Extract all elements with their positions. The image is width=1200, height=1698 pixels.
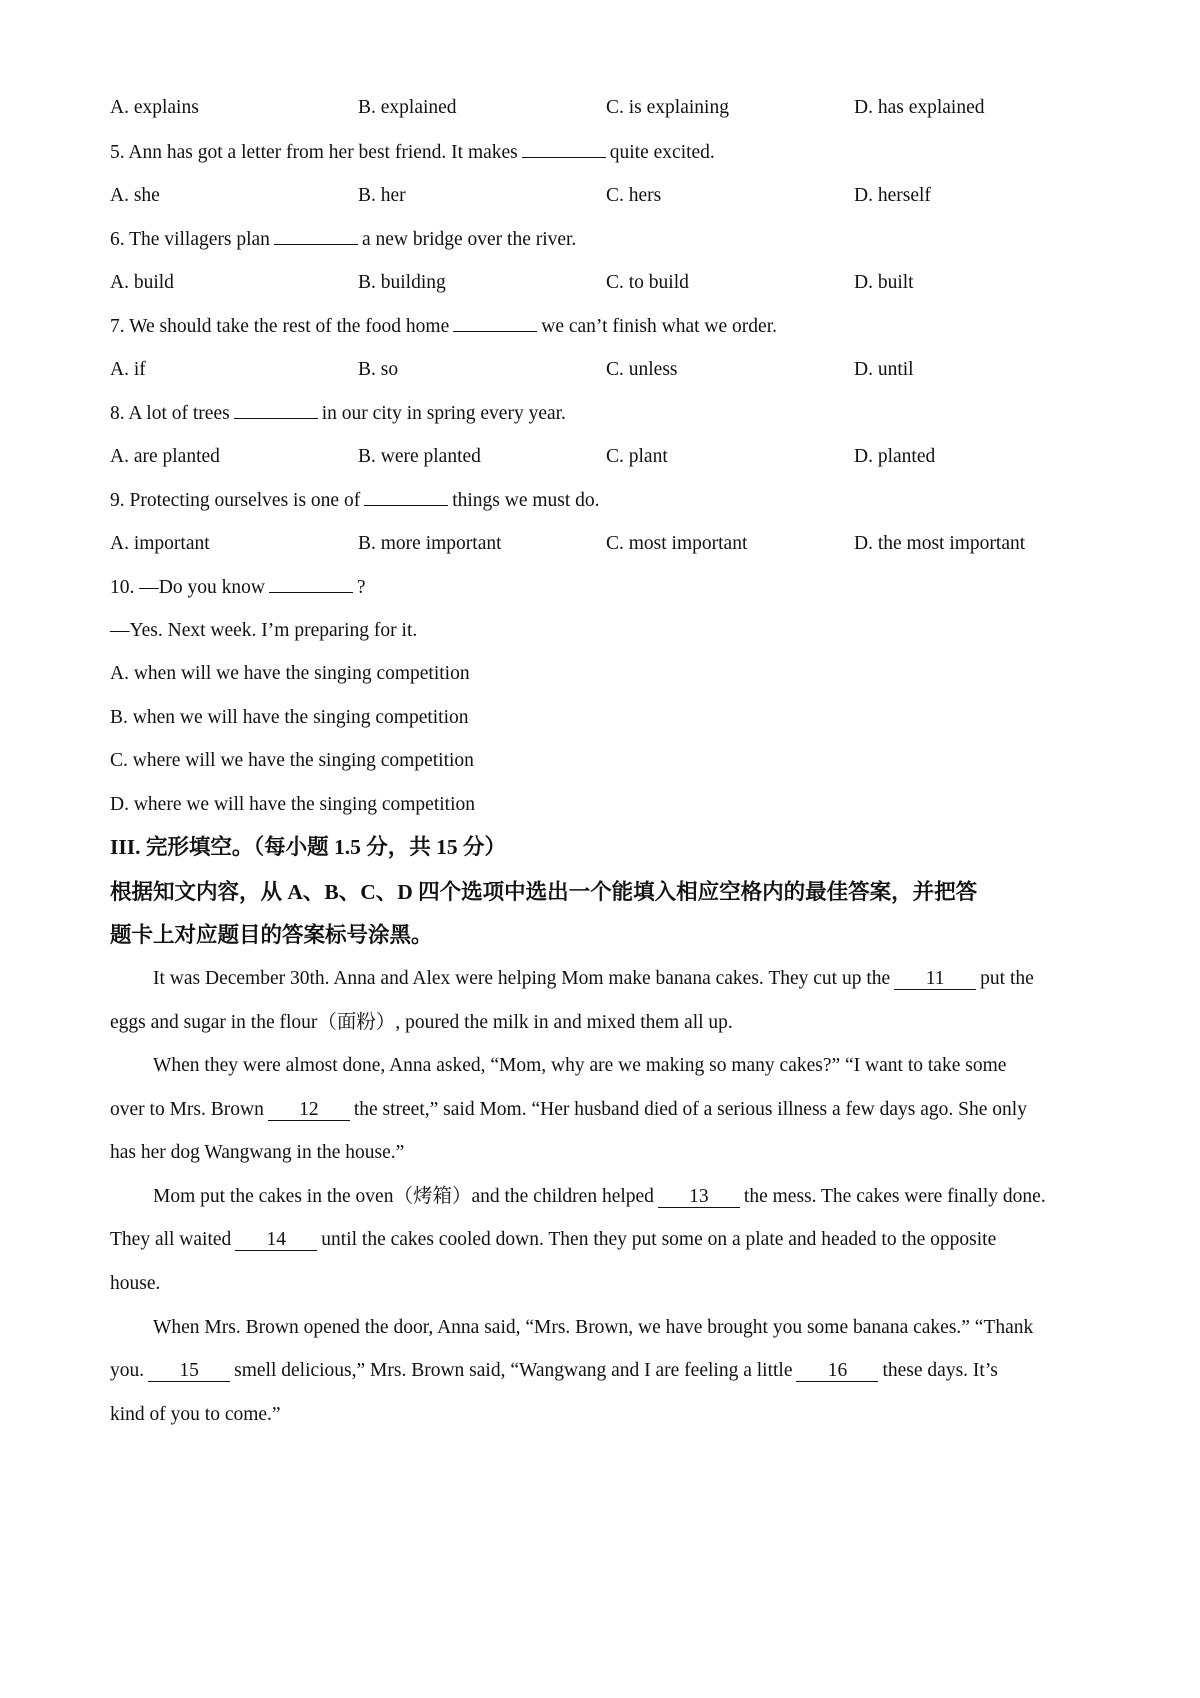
- q6-option-d: D. built: [854, 272, 914, 293]
- q8-text-post: in our city in spring every year.: [321, 403, 566, 424]
- passage-text: They all waited: [110, 1229, 232, 1250]
- q7-blank: [453, 314, 537, 332]
- passage-text: put the: [980, 968, 1034, 989]
- passage-text: over to Mrs. Brown: [110, 1099, 264, 1120]
- q9-options: [110, 532, 1100, 556]
- q4-option-c: C. is explaining: [606, 97, 729, 118]
- blank-11: 11: [894, 969, 976, 990]
- q4-option-d: D. has explained: [854, 97, 985, 118]
- q8-options: [110, 445, 1100, 469]
- q10-reply: —Yes. Next week. I’m preparing for it.: [110, 620, 418, 641]
- section-3-instruction-line-2: 题卡上对应题目的答案标号涂黑。: [110, 923, 433, 947]
- q9-blank: [364, 488, 448, 506]
- passage-p2-line-1: When they were almost done, Anna asked, “Mom, why are we making so many cakes?” “I want to take some: [153, 1055, 1007, 1076]
- passage-text: Mom put the cakes in the oven（烤箱）and the children helped: [153, 1186, 654, 1207]
- q8-text-pre: 8. A lot of trees: [110, 403, 230, 424]
- q5-option-b: B. her: [358, 185, 406, 206]
- section-3-instruction-line-1: 根据知文内容，从 A、B、C、D 四个选项中选出一个能填入相应空格内的最佳答案，并把答: [110, 880, 978, 904]
- passage-p4-line-3: kind of you to come.”: [110, 1404, 281, 1425]
- q9-text-post: things we must do.: [452, 490, 600, 511]
- q4-options: [110, 96, 1100, 120]
- q8-option-a: A. are planted: [110, 446, 220, 467]
- q6-options: [110, 271, 1100, 295]
- q10-text-pre: 10. —Do you know: [110, 577, 265, 598]
- q9-option-d: D. the most important: [854, 533, 1026, 554]
- q8-option-c: C. plant: [606, 446, 668, 467]
- passage-p2-line-2: [110, 1098, 1100, 1122]
- q8-option-d: D. planted: [854, 446, 936, 467]
- q10-option-a: A. when will we have the singing competition: [110, 663, 470, 684]
- q10-blank: [269, 575, 353, 593]
- passage-p3-line-1: [110, 1185, 1100, 1209]
- q9-text-pre: 9. Protecting ourselves is one of: [110, 490, 361, 511]
- q7-text-post: we can’t finish what we order.: [541, 316, 777, 337]
- q5-option-a: A. she: [110, 185, 160, 206]
- passage-text: until the cakes cooled down. Then they put some on a plate and headed to the opposite: [321, 1229, 997, 1250]
- passage-text: the street,” said Mom. “Her husband died of a serious illness a few days ago. She only: [353, 1099, 1027, 1120]
- section-3-title: III. 完形填空。（每小题 1.5 分，共 15 分）: [110, 835, 506, 859]
- q7-option-a: A. if: [110, 359, 146, 380]
- q6-option-b: B. building: [358, 272, 446, 293]
- q10-text-post: ?: [356, 577, 366, 598]
- q6-text-post: a new bridge over the river.: [361, 229, 577, 250]
- q5-option-c: C. hers: [606, 185, 662, 206]
- passage-text: these days. It’s: [882, 1360, 998, 1381]
- q6-text-pre: 6. The villagers plan: [110, 229, 270, 250]
- passage-p4-line-1: When Mrs. Brown opened the door, Anna said, “Mrs. Brown, we have brought you some banana cakes.” “Thank: [153, 1317, 1034, 1338]
- passage-text: smell delicious,” Mrs. Brown said, “Wangwang and I are feeling a little: [234, 1360, 793, 1381]
- blank-15: 15: [148, 1361, 230, 1382]
- q6-option-c: C. to build: [606, 272, 689, 293]
- blank-14: 14: [235, 1230, 317, 1251]
- passage-p1-line-2: eggs and sugar in the flour（面粉）, poured the milk in and mixed them all up.: [110, 1012, 733, 1033]
- q7-text-pre: 7. We should take the rest of the food home: [110, 316, 450, 337]
- blank-13: 13: [658, 1187, 740, 1208]
- q7-stem: [110, 314, 1100, 339]
- q8-blank: [234, 401, 318, 419]
- passage-p1-line-1: [110, 967, 1100, 991]
- q9-option-c: C. most important: [606, 533, 748, 554]
- q6-blank: [274, 227, 358, 245]
- passage-p3-line-3: house.: [110, 1273, 161, 1294]
- passage-p4-line-2: [110, 1359, 1100, 1383]
- q10-stem: [110, 575, 1100, 600]
- q9-stem: [110, 488, 1100, 513]
- q4-option-b: B. explained: [358, 97, 457, 118]
- q9-option-a: A. important: [110, 533, 210, 554]
- q8-option-b: B. were planted: [358, 446, 481, 467]
- q9-option-b: B. more important: [358, 533, 502, 554]
- passage-p3-line-2: [110, 1228, 1100, 1252]
- q6-option-a: A. build: [110, 272, 174, 293]
- blank-12: 12: [268, 1100, 350, 1121]
- q5-text-post: quite excited.: [609, 142, 715, 163]
- q10-option-d: D. where we will have the singing competition: [110, 794, 475, 815]
- q7-options: [110, 358, 1100, 382]
- q7-option-b: B. so: [358, 359, 399, 380]
- passage-p2-line-3: has her dog Wangwang in the house.”: [110, 1142, 405, 1163]
- q10-option-c: C. where will we have the singing competition: [110, 750, 474, 771]
- q5-text-pre: 5. Ann has got a letter from her best friend. It makes: [110, 142, 518, 163]
- passage-text: you.: [110, 1360, 145, 1381]
- q10-option-b: B. when we will have the singing competition: [110, 707, 469, 728]
- q7-option-d: D. until: [854, 359, 914, 380]
- q5-options: [110, 184, 1100, 208]
- q4-option-a: A. explains: [110, 97, 199, 118]
- passage-text: the mess. The cakes were finally done.: [743, 1186, 1046, 1207]
- q7-option-c: C. unless: [606, 359, 678, 380]
- q6-stem: [110, 227, 1100, 252]
- q5-stem: [110, 140, 1100, 165]
- q8-stem: [110, 401, 1100, 426]
- blank-16: 16: [796, 1361, 878, 1382]
- passage-text: It was December 30th. Anna and Alex were helping Mom make banana cakes. They cut up the: [153, 968, 891, 989]
- q5-blank: [522, 140, 606, 158]
- q5-option-d: D. herself: [854, 185, 931, 206]
